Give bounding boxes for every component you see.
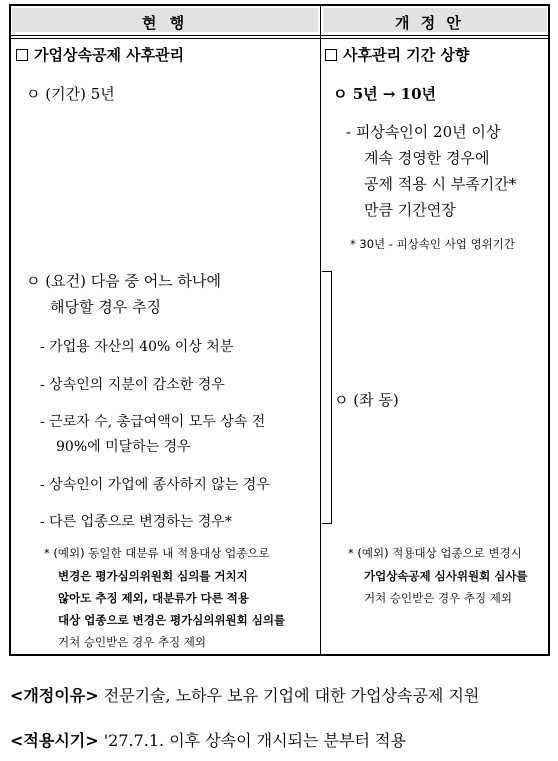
left-requirement: ㅇ (요건) 다음 중 어느 하나에	[26, 272, 221, 290]
bracket-connector	[322, 271, 332, 524]
left-note-line: 거쳐 승인받은 경우 추징 제외	[58, 635, 206, 649]
header-current: 현 행	[142, 14, 189, 32]
right-detail-line: - 피상속인이 20년 이상	[346, 123, 501, 141]
checkbox-square-icon	[16, 49, 28, 61]
header-divider	[9, 35, 550, 36]
right-footnote: * 30년 - 피상속인 사업 영위기간	[350, 237, 516, 251]
reason-text: 전문기술, 노하우 보유 기업에 대한 가업상속공제 지원	[103, 686, 480, 705]
left-item-change-industry: - 다른 업종으로 변경하는 경우*	[40, 514, 232, 530]
right-same-as-left: ㅇ (좌 동)	[334, 391, 399, 409]
right-detail-line: 계속 경영한 경우에	[364, 149, 490, 167]
left-note-line: 않아도 추징 제외, 대분류가 다른 적용	[58, 591, 250, 605]
left-section-title: 가업상속공제 사후관리	[16, 44, 184, 65]
left-period: ㅇ (기간) 5년	[26, 85, 115, 103]
right-detail-line: 만큼 기간연장	[364, 201, 456, 219]
left-item-asset: - 가업용 자산의 40% 이상 처분	[40, 339, 234, 355]
effective-date-text: '27.7.1. 이후 상속이 개시되는 분부터 적용	[103, 731, 406, 750]
left-requirement-cont: 해당할 경우 추징	[50, 298, 161, 316]
header-revised: 개 정 안	[395, 14, 464, 32]
left-note-line: 변경은 평가심의위원회 심의를 거치지	[58, 569, 248, 583]
right-note-line: 거쳐 승인받은 경우 추징 제외	[364, 591, 512, 605]
checkbox-square-icon	[325, 49, 337, 61]
header-divider-double	[9, 38, 550, 39]
right-section-title: 사후관리 기간 상향	[325, 44, 469, 65]
right-detail-line: 공제 적용 시 부족기간*	[364, 175, 517, 193]
right-note-line: * (예외) 적용대상 업종으로 변경시	[348, 546, 522, 560]
left-item-employee-cont: 90%에 미달하는 경우	[56, 439, 191, 455]
left-item-share: - 상속인의 지분이 감소한 경우	[40, 377, 225, 393]
effective-date-row	[10, 728, 406, 751]
reason-row	[10, 683, 479, 706]
column-divider	[320, 4, 321, 656]
left-item-not-engaged: - 상속인이 가업에 종사하지 않는 경우	[40, 477, 270, 493]
left-item-employee: - 근로자 수, 총급여액이 모두 상속 전	[40, 414, 266, 430]
effective-date-label: <적용시기>	[10, 731, 99, 750]
left-note-line: * (예외) 동일한 대분류 내 적용대상 업종으로	[44, 546, 270, 560]
right-period: ㅇ 5년 → 10년	[333, 85, 437, 103]
right-note-line: 가업상속공제 심사위원회 심사를	[364, 569, 528, 583]
left-note-line: 대상 업종으로 변경은 평가심의위원회 심의를	[58, 613, 286, 627]
reason-label: <개정이유>	[10, 686, 99, 705]
